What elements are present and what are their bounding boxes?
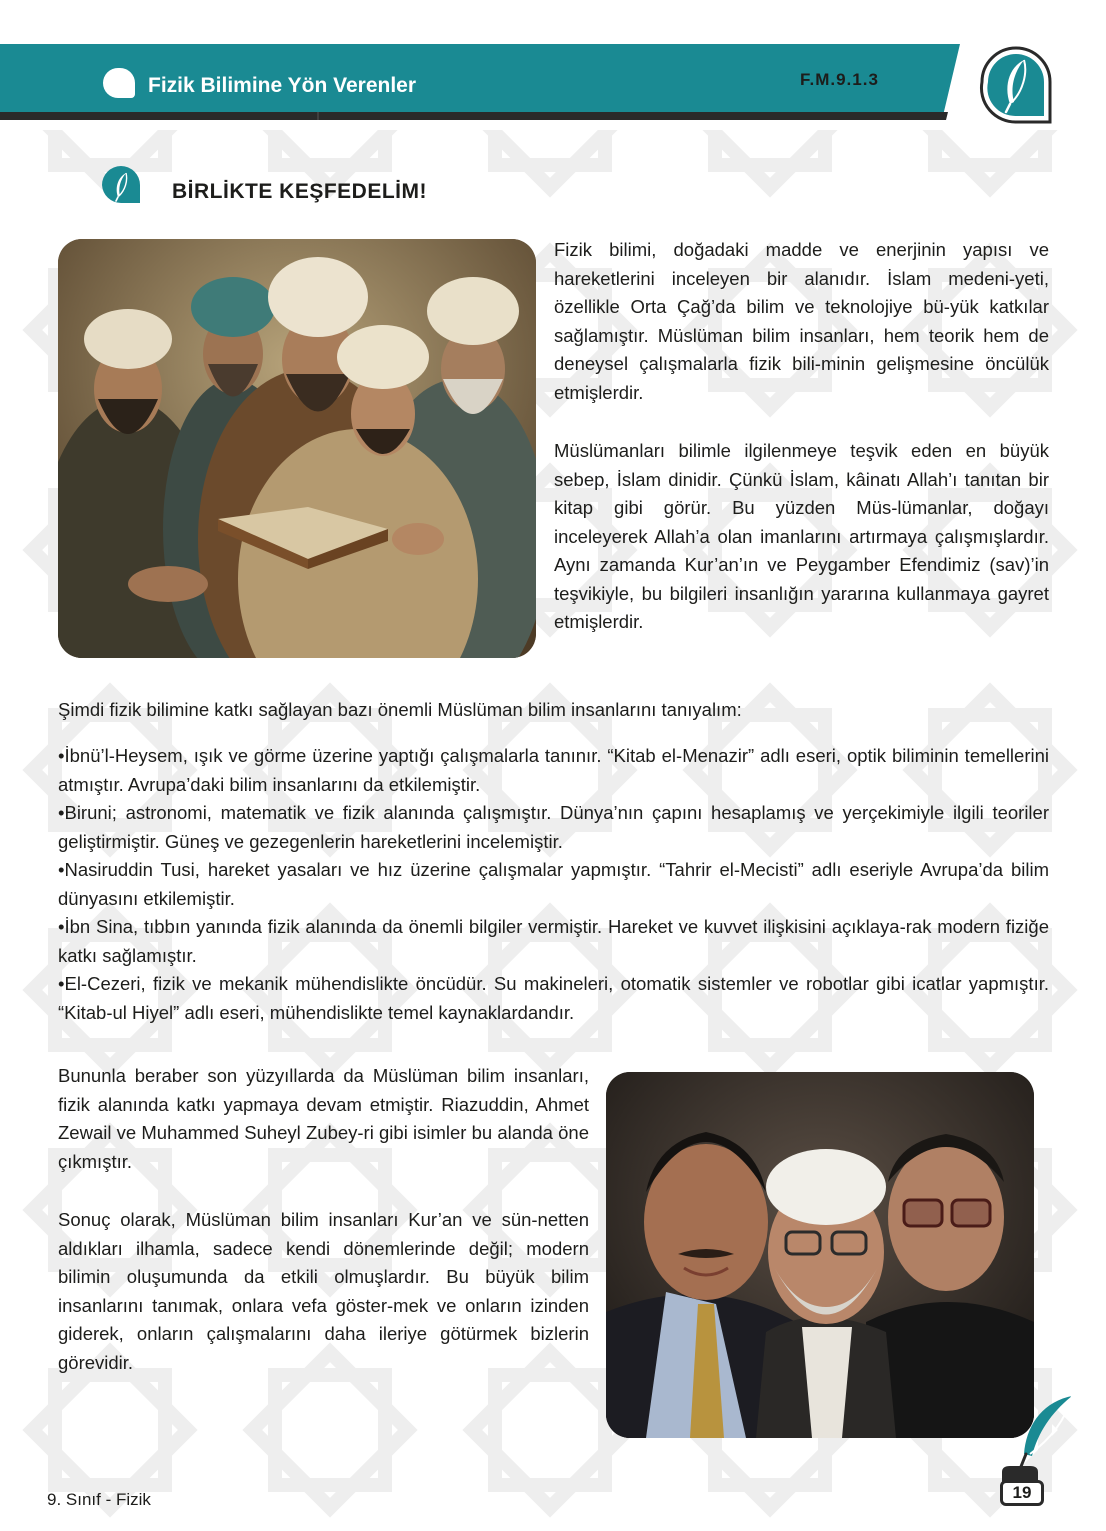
curriculum-code: F.M.9.1.3 — [800, 70, 879, 89]
paragraph-conclusion: Sonuç olarak, Müslüman bilim insanları Kur’an ve sün-netten aldıkları ilhamla, sadece kendi dönemlerinde değil; modern bilimin oluşumunda da etkili olmuşlardır. Bu büyük bilim insanlarını tanımak, onlara vefa göster-mek ve onların izinden giderek, onların çalışmalarını daha ileriye götürmek bizlerin görevidir. — [58, 1209, 589, 1373]
header-bullet-shape — [103, 68, 135, 98]
list-item: •Nasiruddin Tusi, hareket yasaları ve hız üzerine çalışmalar yapmıştır. “Tahrir el-Mecisti” adlı eseriyle Avrupa’da bilim dünyasını etkilemiştir. — [58, 859, 1049, 909]
paragraph-modern-scientists: Bununla beraber son yüzyıllarda da Müslüman bilim insanları, fizik alanında katkı yapmaya devam etmiştir. Riazuddin, Ahmet Zewail ve Muhammed Suheyl Zubey-ri gibi isimler bu alanda öne çıkmıştır. — [58, 1065, 589, 1172]
scholars-painting — [58, 239, 536, 658]
page-number: 19 — [1000, 1480, 1044, 1506]
modern-scientists-photo — [606, 1072, 1034, 1438]
list-item: •Biruni; astronomi, matematik ve fizik alanında çalışmıştır. Dünya’nın çapını hesaplamış ve yerçekimiyle ilgili teoriler geliştirmiştir. Güneş ve gezegenlerin hareketlerini incelemiştir. — [58, 802, 1049, 852]
paragraph-islam-science: Müslümanları bilimle ilgilenmeye teşvik eden en büyük sebep, İslam dinidir. Çünkü İslam, kâinatı Allah’ı tanıtan bir kitap gibi görür. Bu yüzden Müs-lümanlar, doğayı inceleyerek Allah’a olan imanlarını artırmaya çalışmışlardır. Aynı zamanda Kur’an’ın ve Peygamber Efendimiz (sav)’in teşvikiyle, bu bilgileri insanlığın yararına kullanmaya gayret etmişlerdir. — [554, 440, 1049, 632]
feather-icon — [100, 165, 142, 205]
quill-inkpot-icon — [996, 1392, 1080, 1488]
scientists-list — [58, 742, 1049, 1027]
section-title: BİRLİKTE KEŞFEDELİM! — [172, 180, 427, 203]
list-item: •İbn Sina, tıbbın yanında fizik alanında da önemli bilgiler vermiştir. Hareket ve kuvvet ilişkisini açıklaya-rak modern fiziğe katkı sağlamıştır. — [58, 916, 1049, 966]
header-title: Fizik Bilimine Yön Verenler — [148, 74, 417, 97]
feather-icon — [972, 38, 1060, 126]
list-item: •İbnü’l-Heysem, ışık ve görme üzerine yaptığı çalışmalarla tanınır. “Kitab el-Menazir” adlı eseri, optik biliminin temellerini atmıştır. Avrupa’daki bilim insanlarını da etkilemiştir. — [58, 745, 1049, 795]
paragraph-scientists-intro: Şimdi fizik bilimine katkı sağlayan bazı önemli Müslüman bilim insanlarını tanıyalım: — [58, 699, 742, 720]
paragraph-intro-physics: Fizik bilimi, doğadaki madde ve enerjinin yapısı ve hareketlerini inceleyen bir alanıdır. İslam medeni-yeti, özellikle Orta Çağ’da bilim ve teknolojiye bü-yük katkılar sağlamıştır. Müslüman bilim insanları, hem teorik hem de deneysel çalışmalarla fizik bili-minin gelişmesine öncülük etmişlerdir. — [554, 239, 1049, 403]
list-item: •El-Cezeri, fizik ve mekanik mühendislikte öncüdür. Su makineleri, otomatik sistemler ve robotlar gibi icatlar yapmıştır. “Kitab-ul Hiyel” adlı eseri, mühendislikte temel kaynaklardandır. — [58, 973, 1049, 1023]
course-label: 9. Sınıf - Fizik — [47, 1490, 151, 1509]
